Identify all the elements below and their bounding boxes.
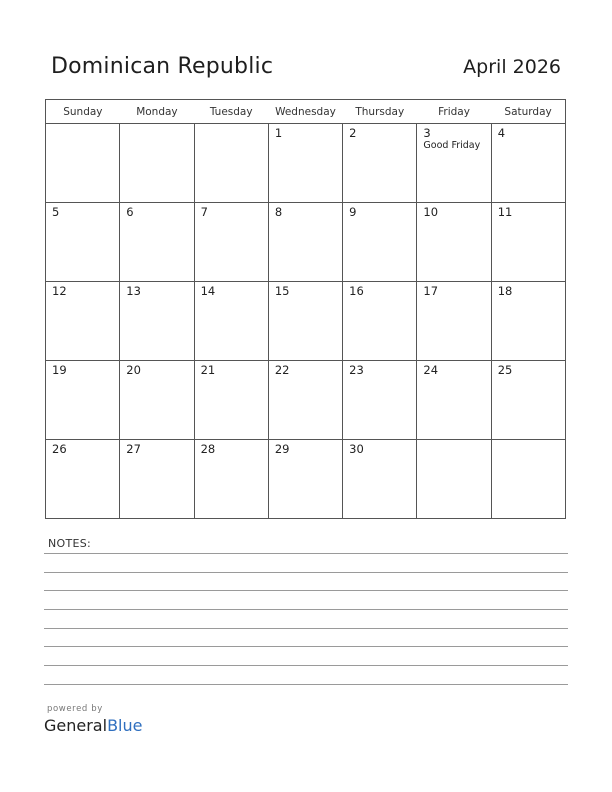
day-cell xyxy=(343,124,417,203)
day-cell xyxy=(417,361,491,440)
day-number: 22 xyxy=(274,363,290,377)
day-cell xyxy=(268,282,342,361)
day-number: 15 xyxy=(274,284,290,298)
notes-label: NOTES: xyxy=(48,537,92,550)
day-number: 25 xyxy=(497,363,513,377)
day-number: 2 xyxy=(349,126,357,140)
day-number: 6 xyxy=(126,205,134,219)
day-cell xyxy=(343,361,417,440)
day-number: 13 xyxy=(126,284,141,298)
day-number: 7 xyxy=(200,205,208,219)
day-number: 14 xyxy=(200,284,216,298)
note-line xyxy=(44,646,568,647)
day-number: 9 xyxy=(349,205,357,219)
day-cell xyxy=(120,203,194,282)
day-cell xyxy=(194,124,268,203)
weekday-thursday: Thursday xyxy=(343,100,417,124)
day-cell xyxy=(268,203,342,282)
day-cell xyxy=(491,124,565,203)
day-cell xyxy=(343,440,417,519)
day-number: 21 xyxy=(200,363,216,377)
week-row xyxy=(46,124,566,203)
note-line xyxy=(44,665,568,666)
day-cell xyxy=(46,440,120,519)
day-number: 18 xyxy=(497,284,513,298)
day-cell xyxy=(194,361,268,440)
day-number: 8 xyxy=(274,205,283,219)
day-cell xyxy=(268,361,342,440)
day-number: 23 xyxy=(349,363,364,377)
day-cell xyxy=(46,282,120,361)
note-line xyxy=(44,628,568,629)
day-cell xyxy=(268,440,342,519)
weekday-sunday: Sunday xyxy=(46,100,120,124)
day-cell xyxy=(491,282,565,361)
day-number: 24 xyxy=(423,363,439,377)
day-number: 5 xyxy=(52,205,60,219)
day-cell xyxy=(120,361,194,440)
day-number: 4 xyxy=(497,126,506,140)
holiday-label: Good Friday xyxy=(423,140,481,151)
week-row xyxy=(46,440,566,519)
weekday-wednesday: Wednesday xyxy=(268,100,342,124)
day-cell xyxy=(268,124,342,203)
weekday-saturday: Saturday xyxy=(491,100,565,124)
day-cell xyxy=(343,282,417,361)
day-cell xyxy=(46,203,120,282)
logo-text-blue: Blue xyxy=(107,716,143,735)
day-number: 26 xyxy=(52,442,67,456)
day-number: 12 xyxy=(52,284,67,298)
day-cell xyxy=(417,282,491,361)
month-year-label: April 2026 xyxy=(463,56,561,78)
day-cell xyxy=(491,440,565,519)
generalblue-logo xyxy=(44,716,142,735)
day-cell xyxy=(491,203,565,282)
day-number: 11 xyxy=(497,205,513,219)
day-number: 30 xyxy=(349,442,364,456)
day-cell xyxy=(120,282,194,361)
weekday-friday: Friday xyxy=(417,100,491,124)
day-number: 3 xyxy=(423,126,431,140)
day-cell xyxy=(46,124,120,203)
day-number: 1 xyxy=(274,126,283,140)
day-cell xyxy=(194,203,268,282)
day-cell xyxy=(46,361,120,440)
logo-text-general: General xyxy=(44,716,108,735)
day-number: 19 xyxy=(52,363,67,377)
weekday-monday: Monday xyxy=(120,100,194,124)
day-cell xyxy=(343,203,417,282)
day-number: 28 xyxy=(200,442,216,456)
week-row xyxy=(46,282,566,361)
day-cell xyxy=(120,440,194,519)
week-row xyxy=(46,203,566,282)
day-number: 16 xyxy=(349,284,364,298)
day-cell xyxy=(417,124,491,203)
day-cell xyxy=(491,361,565,440)
note-line xyxy=(44,590,568,591)
day-cell xyxy=(417,440,491,519)
day-number: 20 xyxy=(126,363,141,377)
note-line xyxy=(44,609,568,610)
calendar-grid xyxy=(45,99,566,519)
day-cell xyxy=(194,282,268,361)
calendar-title: Dominican Republic xyxy=(51,54,274,79)
weekday-tuesday: Tuesday xyxy=(194,100,268,124)
note-line xyxy=(44,684,568,685)
day-number: 27 xyxy=(126,442,141,456)
week-row xyxy=(46,361,566,440)
day-number: 17 xyxy=(423,284,439,298)
powered-by-label: powered by xyxy=(47,704,103,714)
day-cell xyxy=(120,124,194,203)
day-number: 29 xyxy=(274,442,290,456)
day-cell xyxy=(417,203,491,282)
day-cell xyxy=(194,440,268,519)
note-line xyxy=(44,553,568,554)
weekday-header-row xyxy=(46,100,566,124)
note-line xyxy=(44,572,568,573)
day-number: 10 xyxy=(423,205,439,219)
